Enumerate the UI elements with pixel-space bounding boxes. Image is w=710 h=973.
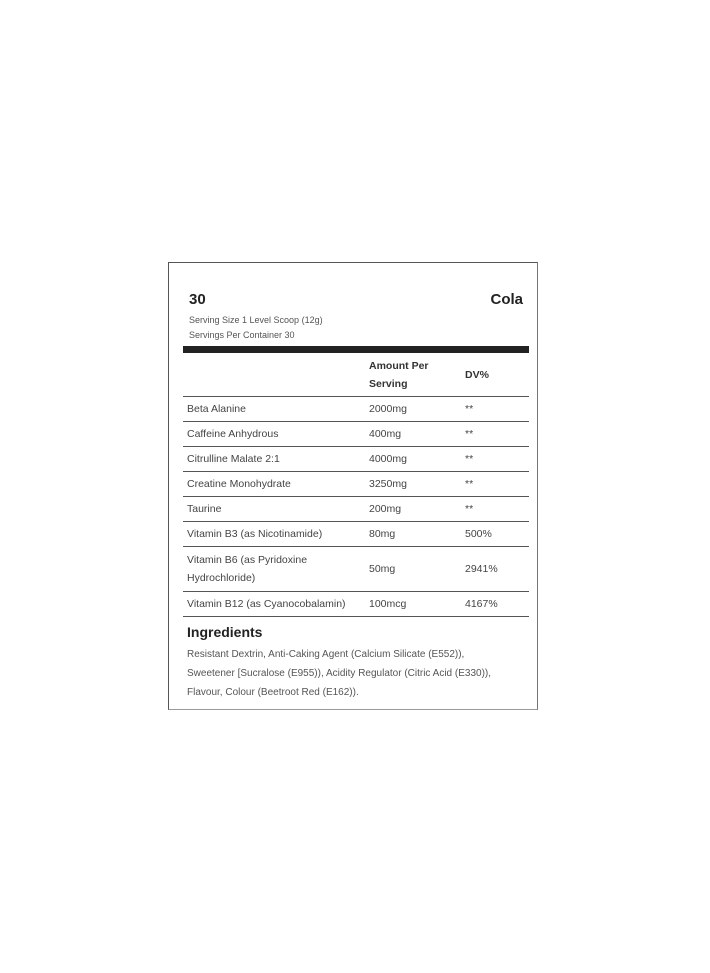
table-row: [183, 592, 529, 617]
ingredient-name: Vitamin B12 (as Cyanocobalamin): [183, 592, 365, 617]
amount-header-line2: Serving: [369, 377, 408, 390]
ingredient-amount: 400mg: [365, 422, 461, 447]
column-header-dv: DV%: [461, 353, 529, 397]
ingredients-heading: Ingredients: [187, 624, 263, 640]
ingredients-line: Resistant Dextrin, Anti-Caking Agent (Calcium Silicate (E552)),: [187, 649, 465, 660]
ingredient-name: [183, 547, 365, 592]
ingredient-dv: **: [461, 472, 529, 497]
ingredient-name: Creatine Monohydrate: [183, 472, 365, 497]
ingredient-dv: **: [461, 497, 529, 522]
ingredient-amount: 4000mg: [365, 447, 461, 472]
ingredient-dv: 4167%: [461, 592, 529, 617]
ingredient-name: Citrulline Malate 2:1: [183, 447, 365, 472]
ingredient-name: Caffeine Anhydrous: [183, 422, 365, 447]
table-row: [183, 397, 529, 422]
ingredients-list: [187, 645, 532, 702]
table-row: [183, 422, 529, 447]
serving-size: Serving Size 1 Level Scoop (12g): [189, 315, 323, 325]
column-header-amount: [365, 353, 461, 397]
ingredient-name-line1: Vitamin B6 (as Pyridoxine: [187, 554, 308, 566]
column-header-name: [183, 353, 365, 397]
ingredient-amount: 80mg: [365, 522, 461, 547]
table-row: [183, 472, 529, 497]
amount-header-line1: Amount Per: [369, 359, 429, 372]
table-row: [183, 522, 529, 547]
table-row: [183, 547, 529, 592]
table-row: [183, 447, 529, 472]
servings-per-container: Servings Per Container 30: [189, 330, 295, 340]
ingredient-name: Taurine: [183, 497, 365, 522]
header-divider-bar: [183, 346, 529, 353]
ingredient-amount: 50mg: [365, 547, 461, 592]
label-content: [175, 269, 537, 709]
ingredient-name-line2: Hydrochloride): [187, 572, 256, 584]
ingredient-dv: 500%: [461, 522, 529, 547]
ingredient-amount: 100mcg: [365, 592, 461, 617]
ingredient-name: Vitamin B3 (as Nicotinamide): [183, 522, 365, 547]
table-header-row: [183, 353, 529, 397]
ingredient-amount: 200mg: [365, 497, 461, 522]
ingredient-name: Beta Alanine: [183, 397, 365, 422]
ingredient-dv: **: [461, 422, 529, 447]
servings-count: 30: [189, 291, 206, 308]
nutrition-table: [183, 353, 529, 617]
table-row: [183, 497, 529, 522]
ingredients-line: Sweetener [Sucralose (E955)), Acidity Regulator (Citric Acid (E330)),: [187, 668, 492, 679]
label-header: [189, 291, 523, 311]
ingredients-line: Flavour, Colour (Beetroot Red (E162)).: [187, 687, 359, 698]
ingredient-dv: 2941%: [461, 547, 529, 592]
ingredient-dv: **: [461, 447, 529, 472]
flavour-name: Cola: [490, 291, 523, 308]
supplement-facts-panel: [168, 262, 538, 710]
ingredient-amount: 2000mg: [365, 397, 461, 422]
ingredient-dv: **: [461, 397, 529, 422]
ingredient-amount: 3250mg: [365, 472, 461, 497]
